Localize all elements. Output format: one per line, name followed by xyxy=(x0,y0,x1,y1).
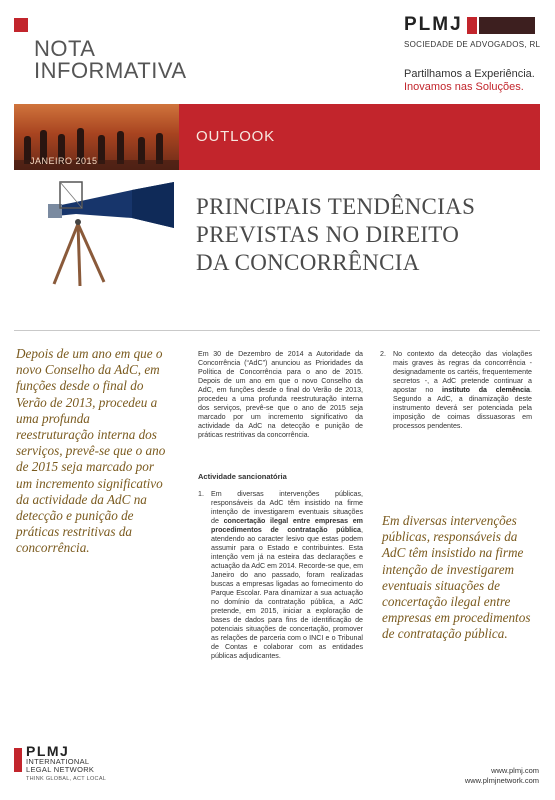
tagline-line1: Partilhamos a Experiência. xyxy=(404,68,535,80)
section-label: OUTLOOK xyxy=(196,128,275,145)
footer-logo xyxy=(26,744,106,782)
list-item-2 xyxy=(380,350,532,431)
plmj-logo xyxy=(404,14,544,49)
list-item-1-number: 1. xyxy=(198,490,204,498)
horn-antenna-illustration xyxy=(36,176,176,288)
article-title-line2: PREVISTAS NO DIREITO xyxy=(196,222,460,247)
brand-corner-square xyxy=(14,18,28,32)
list-item-2-bold: instituto da clemência xyxy=(442,386,531,394)
footer-logo-text: PLMJ xyxy=(26,743,70,759)
list-item-1-text: Em diversas intervenções públicas, responsáveis da AdC têm insistido na firme intenção de investigarem eventuais situações de concertação ilegal entre empresas em procedimentos de contratação pública, atendendo ao caracter lesivo que estas podem assumir para o Estado e contribuintes. Esta intenção vem já na esteira das declarações e actuação da AdC em 2014. Recorde-se que, em Janeiro do ano passado, foram realizadas buscas a empresas ligadas ao fornecimento do Parque Escolar. Para dinamizar a sua actuação no domínio da contratação pública, a AdC pretende, em 2015, iniciar a exploração de bases de dados para fins de identificação de potenciais situações de concertação, promover as relações de parceria com o INCI e o Tribunal de Contas e colaborar com as entidades públicas adjudicantes. xyxy=(211,490,363,660)
publication-title-line1: NOTA xyxy=(34,36,96,61)
lead-paragraph: Depois de um ano em que o novo Conselho da AdC, em funções desde o final do Verão de 2013, procedeu a uma profunda reestruturação interna dos serviços, prevê-se que o ano de 2015 seja marcado por um incremento significativo da actividade da AdC na detecção e punição de práticas restritivas da concorrência. xyxy=(16,346,166,556)
logo-dark-bar xyxy=(479,17,535,34)
publication-title xyxy=(34,38,187,82)
footer-link-network[interactable]: www.plmjnetwork.com xyxy=(464,776,539,785)
article-title xyxy=(196,193,526,277)
footer-slogan: THINK GLOBAL, ACT LOCAL xyxy=(26,776,107,782)
list-item-1-bold: concertação ilegal entre empresas em procedimentos de contratação pública xyxy=(211,517,363,534)
footer-network-line2: LEGAL NETWORK xyxy=(26,765,95,774)
tagline-line2: Inovamos nas Soluções. xyxy=(404,81,524,93)
logo-red-mark xyxy=(467,17,477,34)
section-heading: Actividade sancionatória xyxy=(198,472,287,481)
list-item-2-text: No contexto da detecção das violações mais graves às regras da concorrência - designadamente os cartéis, frequentemente secretos -, a AdC pretende continuar a apostar no instituto da clemência. Segundo a AdC, a dinamização deste instrumento deverá ser potenciada pela imposição de coimas dissuasoras em processos pendentes. xyxy=(393,350,532,430)
intro-paragraph: Em 30 de Dezembro de 2014 a Autoridade da Concorrência (“AdC”) anunciou as Prioridades da Política de Concorrência para o ano de 2015. Depois de um ano em que o novo Conselho da AdC, em funções desde o final do Verão de 2013, procedeu a uma profunda reestruturação interna dos serviços, prevê-se que o ano de 2015 seja marcado por um incremento significativo da actividade da AdC na detecção e punição de práticas restritivas da concorrência. xyxy=(198,350,363,439)
logo-subtitle: SOCIEDADE DE ADVOGADOS, RL xyxy=(404,40,541,49)
divider xyxy=(14,330,540,331)
article-title-line3: DA CONCORRÊNCIA xyxy=(196,250,420,275)
logo-text: PLMJ xyxy=(404,14,463,35)
footer-link-plmj[interactable]: www.plmj.com xyxy=(491,766,539,775)
article-title-line1: PRINCIPAIS TENDÊNCIAS xyxy=(196,194,476,219)
list-item-2-number: 2. xyxy=(380,350,386,358)
tagline xyxy=(404,68,535,94)
list-item-1 xyxy=(198,490,363,661)
footer-network-line1: INTERNATIONAL xyxy=(26,757,90,766)
footer-links xyxy=(465,766,539,786)
publication-title-line2: INFORMATIVA xyxy=(34,58,187,83)
footer-red-mark xyxy=(14,748,22,772)
issue-date: JANEIRO 2015 xyxy=(30,156,98,166)
pull-quote: Em diversas intervenções públicas, responsáveis da AdC têm insistido na firme intenção de investigarem eventuais situações de concertação ilegal entre empresas em procedimentos de contratação pública. xyxy=(382,513,531,642)
